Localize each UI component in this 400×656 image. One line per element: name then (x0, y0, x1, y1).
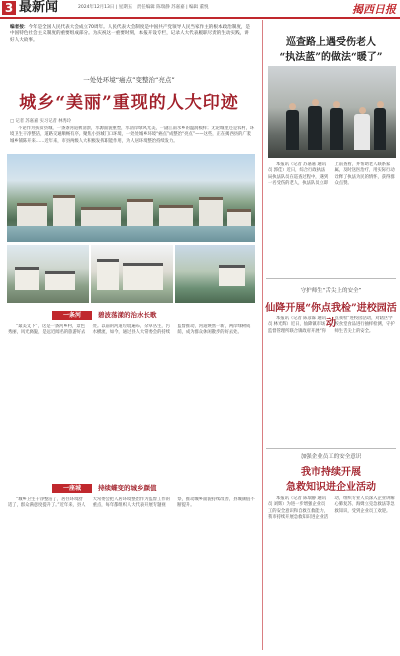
section2-head (52, 484, 252, 493)
editor-note-label: 编者按： (10, 25, 29, 30)
photo-riverside-town (7, 154, 255, 242)
right-top-headline-1: 巡查路上遇受伤老人 (286, 37, 376, 48)
right-mid-subtitle: 守护师生“舌尖上的安全” (300, 288, 362, 294)
main-intro: 不论作为扶贫县城，一条条河道被清淤，水源面貌重塑，水清岸绿风光美，一副江南水乡的温润模样；无论城里还是农村，环境卫生干净整洁，道路交通顺畅有序。聚焦小县城门口环境，一处处城乡环境“癌点”成整治“亮点”——这些，正在揭西县的广袤城乡铺陈开来……近年来，市县两级人大积极发挥职能作用，为人居环境整治持续发力。 (10, 126, 255, 144)
photo-officers-helping-elderly (268, 66, 396, 158)
main-byline: □ 记者 苏嘉嘉 实习记者 林秀玲 (10, 119, 72, 124)
editor-note (10, 25, 253, 44)
right-bottom-headline-1: 我市持续开展 (301, 467, 361, 478)
right-bottom-body: 本报讯（记者 陈瑞静 通讯员 刘辉）为进一步增强企业员工的安全意识和自救互救能力，我市持续开展急救知识进企业活动，组织专业人员深入企业讲解心肺复苏、海姆立克急救法等急救知识，受到企业员工欢迎。 (268, 496, 395, 520)
section-name: 最新闻 (19, 0, 59, 15)
right-top-headline-2: “执法蓝”的做法“暖了” (279, 52, 383, 63)
section2-label: 一座城 (52, 484, 92, 493)
column-divider (262, 20, 263, 650)
right-bottom-subtitle: 加强企业员工的安全意识 (300, 454, 362, 460)
photo-village-road (7, 245, 89, 303)
divider-2 (266, 448, 396, 449)
right-mid-headline: 仙降开展“你点我检”进校园活动 (265, 303, 397, 329)
main-headline: 城乡“美丽”重现的人大印迹 (19, 93, 239, 113)
section1-head (52, 311, 252, 320)
section1-title: 碧波荡漾的治水长歌 (98, 311, 157, 319)
issue-meta: 2024年12月13日 | 星期五 责任编辑 陈瑞静 苏嘉嘉 | 编辑 董悦 (78, 5, 209, 10)
right-bottom-headline-2: 急救知识进企业活动 (286, 482, 376, 493)
page-number: 3 (2, 1, 16, 15)
section2-body: “城乡卫生干净整洁了，居住环境舒适了，群众满意度提升了。”近年来，县人大常委会把人居环境整治作为监督工作的重点，每年都组织人大代表开展专题视察，推动城乡面貌持续改善，县城颜值不断提升。 (8, 497, 255, 509)
right-mid-body: 本报讯（记者 陈彦霖 通讯员 林光辉）近日，仙降镇市场监督管理所联合镇政府开展“你点我检”进校园活动，对辖区学校食堂食品进行抽样检测，守护师生舌尖上的安全。 (268, 316, 395, 334)
photo-new-buildings (91, 245, 173, 303)
page-header (0, 0, 400, 19)
right-top-body: 本报讯（记者 苏嘉嘉 通讯员 郭佳）近日，综合行政执法局执法队员在巡查过程中，遇到一名受伤的老人，执法队员立即上前查看，并帮助老人联系家属，及时送医治疗，用实际行动诠释了执法为民的情怀，获得群众点赞。 (268, 162, 395, 186)
section1-label: 一条河 (52, 311, 92, 320)
section1-body: “最美丈下”，这是一条河乡村，景色秀丽，风光旖旎，是远近闻名的旅游好去处。以前的河道垃圾遍布，杂草丛生，污水横流，如今，通过县人大常委会的持续监督推动，河道焕然一新，两岸绿树成荫，成为群众休闲散步的好去处。 (8, 324, 251, 336)
editor-note-text: 今年是全国人民代表大会成立70周年。人民代表大会制度是中国共产党领导人民当家作主的根本政治制度，是中国特色社会主义制度的重要组成部分。为庆祝这一重要时刻，本报开设专栏，记录人大代表履职尽责的生动实践，讲好人大故事。 (10, 25, 251, 43)
section2-title: 持续蝶变的城乡颜值 (98, 484, 157, 492)
main-kicker: 一处处环境“癌点”变整治“亮点” (83, 76, 175, 84)
photo-green-park (175, 245, 255, 303)
divider-1 (266, 278, 396, 279)
newspaper-logo: 揭西日报 (352, 3, 396, 16)
